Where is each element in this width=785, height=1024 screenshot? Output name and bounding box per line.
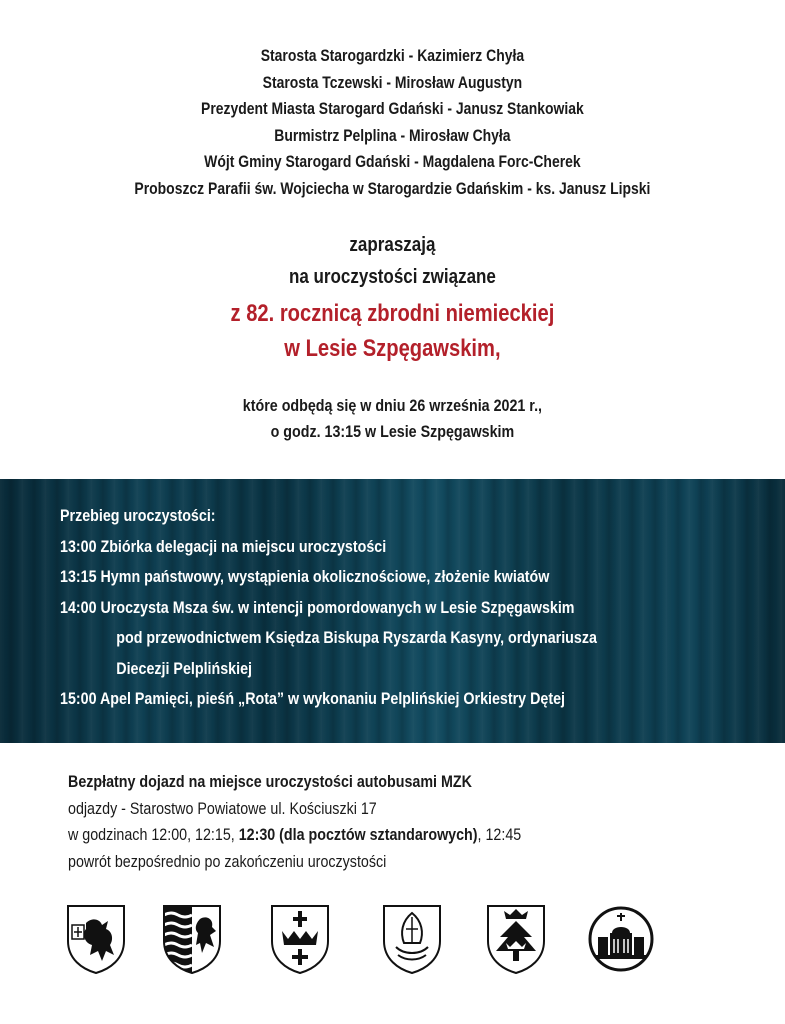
program-item: 13:00 Zbiórka delegacji na miejscu uroczystości — [60, 536, 387, 556]
official-line: Starosta Starogardzki - Kazimierz Chyła — [260, 46, 525, 65]
program-item-continuation: pod przewodnictwem Księdza Biskupa Ryszarda Kasyny, ordynariusza — [116, 628, 597, 647]
anniversary-headline: z 82. rocznicą zbrodni niemieckiej — [230, 300, 555, 327]
anniversary-place: w Lesie Szpęgawskim, — [284, 335, 501, 362]
transport-times-suffix: , 12:45 — [477, 825, 522, 844]
event-time-place: o godz. 13:15 w Lesie Szpęgawskim — [270, 422, 515, 441]
official-line: Proboszcz Parafii św. Wojciecha w Starogardzie Gdańskim - ks. Janusz Lipski — [134, 178, 651, 198]
program-item: 13:15 Hymn państwowy, wystąpienia okolicznościowe, złożenie kwiatów — [60, 567, 550, 586]
transport-info — [68, 769, 521, 875]
official-line: Wójt Gminy Starogard Gdański - Magdalena Forc-Cherek — [204, 152, 581, 171]
transport-times-prefix: w godzinach 12:00, 12:15, — [68, 825, 239, 844]
program-title: Przebieg uroczystości: — [60, 506, 216, 525]
program-item: 15:00 Apel Pamięci, pieśń „Rota” w wykonaniu Pelplińskiej Orkiestry Dętej — [60, 689, 566, 708]
official-line: Burmistrz Pelplina - Mirosław Chyła — [274, 125, 511, 145]
griffin-crest-icon — [64, 903, 128, 975]
program-item: 14:00 Uroczysta Msza św. w intencji pomordowanych w Lesie Szpęgawskim — [60, 597, 575, 617]
program-text — [60, 501, 597, 715]
official-line: Prezydent Miasta Starogard Gdański - Janusz Stankowiak — [201, 99, 584, 118]
event-date: które odbędą się w dniu 26 września 2021 r., — [242, 396, 543, 415]
mitre-crest-icon — [380, 903, 444, 975]
transport-return: powrót bezpośrednio po zakończeniu uroczystości — [68, 851, 387, 871]
waves-griffin-crest-icon — [160, 903, 224, 975]
officials-list — [71, 43, 715, 202]
transport-heading: Bezpłatny dojazd na miejsce uroczystości autobusami MZK — [68, 772, 472, 791]
transport-times-highlight: 12:30 (dla pocztów sztandarowych) — [238, 825, 478, 844]
invite-verb: zapraszają — [349, 234, 436, 256]
transport-departure: odjazdy - Starostwo Powiatowe ul. Kościuszki 17 — [68, 798, 377, 818]
crown-tree-crest-icon — [484, 903, 548, 975]
crown-cross-crest-icon — [268, 903, 332, 975]
church-emblem-icon — [586, 903, 656, 975]
transport-times — [68, 822, 521, 849]
invite-line: na uroczystości związane — [288, 266, 496, 288]
crests-row — [0, 903, 785, 983]
program-band — [0, 479, 785, 743]
program-item-continuation: Diecezji Pelplińskiej — [116, 658, 253, 678]
official-line: Starosta Tczewski - Mirosław Augustyn — [262, 72, 523, 92]
